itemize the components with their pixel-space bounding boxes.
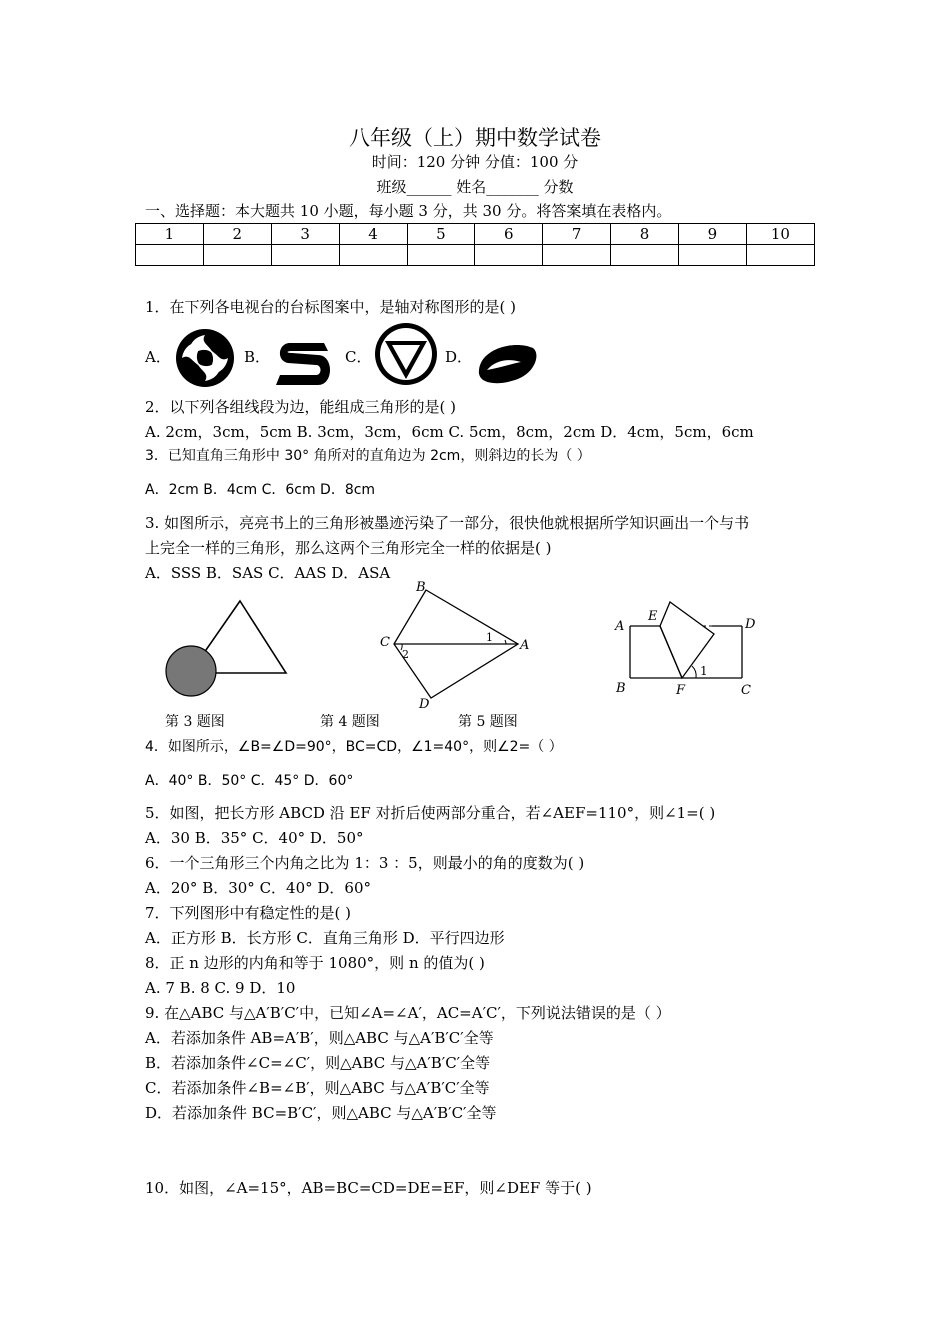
answer-header-cell: 5 [407, 224, 475, 245]
answer-header-cell: 3 [271, 224, 339, 245]
q3b-line1: 3. 如图所示，亮亮书上的三角形被墨迹污染了一部分，很快他就根据所学知识画出一个与书 [145, 514, 750, 532]
page-title: 八年级（上）期中数学试卷 [349, 126, 601, 150]
figure-4 [378, 580, 528, 710]
q8-options: A. 7 B. 8 C. 9 D．10 [145, 979, 296, 997]
q3b-line2: 上完全一样的三角形，那么这两个三角形完全一样的依据是( ) [145, 539, 552, 557]
q9-option-a: A．若添加条件 AB=A′B′，则△ABC 与△A′B′C′全等 [145, 1029, 494, 1047]
answer-header-cell: 6 [475, 224, 543, 245]
fig5-label-c: C [741, 683, 751, 698]
section-instruction: 一、选择题：本大题共 10 小题，每小题 3 分，共 30 分。将答案填在表格内。 [145, 202, 672, 220]
answer-cell[interactable] [339, 245, 407, 266]
q6-options: A．20° B．30° C．40° D．60° [145, 879, 372, 897]
q1-option-c: C． [345, 348, 372, 366]
fig4-label-d: D [419, 697, 430, 712]
swirl-logo-icon [174, 327, 236, 389]
fig5-label-f: F [676, 683, 686, 698]
answer-cell[interactable] [679, 245, 747, 266]
fig5-label-1: 1 [700, 664, 708, 678]
answer-header-cell: 9 [679, 224, 747, 245]
q9-option-c: C．若添加条件∠B=∠B′，则△ABC 与△A′B′C′全等 [145, 1079, 490, 1097]
q8-stem: 8．正 n 边形的内角和等于 1080°，则 n 的值为( ) [145, 954, 485, 972]
q9-option-d: D．若添加条件 BC=B′C′，则△ABC 与△A′B′C′全等 [145, 1104, 497, 1122]
answer-cell[interactable] [475, 245, 543, 266]
figure-5 [610, 600, 770, 700]
answer-header-cell: 7 [543, 224, 611, 245]
q2-options: A. 2cm，3cm，5cm B. 3cm，3cm，6cm C. 5cm，8cm，2cm D．4cm，5cm，6cm [145, 423, 754, 441]
answer-table-row [136, 245, 815, 266]
answer-table [135, 223, 815, 266]
answer-header-cell: 10 [746, 224, 814, 245]
answer-cell[interactable] [271, 245, 339, 266]
fig5-label-e: E [648, 609, 658, 624]
answer-header-cell: 4 [339, 224, 407, 245]
q5-options: A．30 B．35° C．40° D．50° [145, 829, 364, 847]
answer-cell[interactable] [203, 245, 271, 266]
answer-header-cell: 1 [136, 224, 204, 245]
fig5-angle1-arc [692, 666, 696, 678]
answer-cell[interactable] [407, 245, 475, 266]
caption-fig3: 第 3 题图 [165, 714, 225, 730]
q1-option-b: B． [244, 348, 271, 366]
fig4-label-b: B [416, 580, 426, 595]
fig4-label-1: 1 [486, 631, 493, 644]
answer-cell[interactable] [136, 245, 204, 266]
fig5-label-d: D [745, 617, 756, 632]
q9-stem: 9. 在△ABC 与△A′B′C′中，已知∠A=∠A′，AC=A′C′，下列说法错误的是（ ） [145, 1004, 671, 1022]
answer-cell[interactable] [611, 245, 679, 266]
fig4-label-a: A [520, 638, 530, 653]
q1-option-d: D． [445, 348, 473, 366]
answer-cell[interactable] [746, 245, 814, 266]
q5-stem: 5．如图，把长方形 ABCD 沿 EF 对折后使两部分重合，若∠AEF=110°，则∠1=( ) [145, 804, 716, 822]
answer-table-header [136, 224, 815, 245]
caption-fig5: 第 5 题图 [458, 714, 518, 730]
leaf-logo-icon [475, 340, 539, 386]
q4-stem: 4．如图所示，∠B=∠D=90°，BC=CD，∠1=40°，则∠2=（ ） [145, 739, 563, 755]
fig3-ink-blot [166, 646, 216, 696]
q10-stem: 10．如图，∠A=15°，AB=BC=CD=DE=EF，则∠DEF 等于( ) [145, 1179, 592, 1197]
fig4-label-c: C [380, 635, 390, 650]
q3a-options: A．2cm B．4cm C．6cm D．8cm [145, 482, 376, 498]
answer-header-cell: 2 [203, 224, 271, 245]
q6-stem: 6．一个三角形三个内角之比为 1：3 ：5，则最小的角的度数为( ) [145, 854, 585, 872]
q2-stem: 2．以下列各组线段为边，能组成三角形的是( ) [145, 398, 457, 416]
s-shape-logo-icon [272, 337, 334, 389]
caption-fig4: 第 4 题图 [320, 714, 380, 730]
figure-3 [160, 595, 295, 705]
q7-options: A．正方形 B．长方形 C．直角三角形 D．平行四边形 [145, 929, 505, 947]
q4-options: A．40° B．50° C．45° D．60° [145, 773, 354, 789]
fig4-label-2: 2 [402, 648, 409, 661]
q7-stem: 7．下列图形中有稳定性的是( ) [145, 904, 352, 922]
answer-cell[interactable] [543, 245, 611, 266]
q9-option-b: B．若添加条件∠C=∠C′，则△ABC 与△A′B′C′全等 [145, 1054, 491, 1072]
q3b-options: A．SSS B．SAS C．AAS D．ASA [145, 564, 391, 582]
fig5-label-b: B [616, 681, 626, 696]
answer-header-cell: 8 [611, 224, 679, 245]
fig5-label-a: A [615, 619, 625, 634]
time-score: 时间：120 分钟 分值：100 分 [371, 153, 579, 171]
v-circle-logo-icon [373, 321, 439, 387]
student-info: 班级______ 姓名_______ 分数 [376, 178, 574, 196]
q1-option-a: A． [145, 348, 171, 366]
q3a-stem: 3．已知直角三角形中 30° 角所对的直角边为 2cm，则斜边的长为（ ） [145, 448, 591, 464]
q1-stem: 1．在下列各电视台的台标图案中，是轴对称图形的是( ) [145, 298, 517, 316]
